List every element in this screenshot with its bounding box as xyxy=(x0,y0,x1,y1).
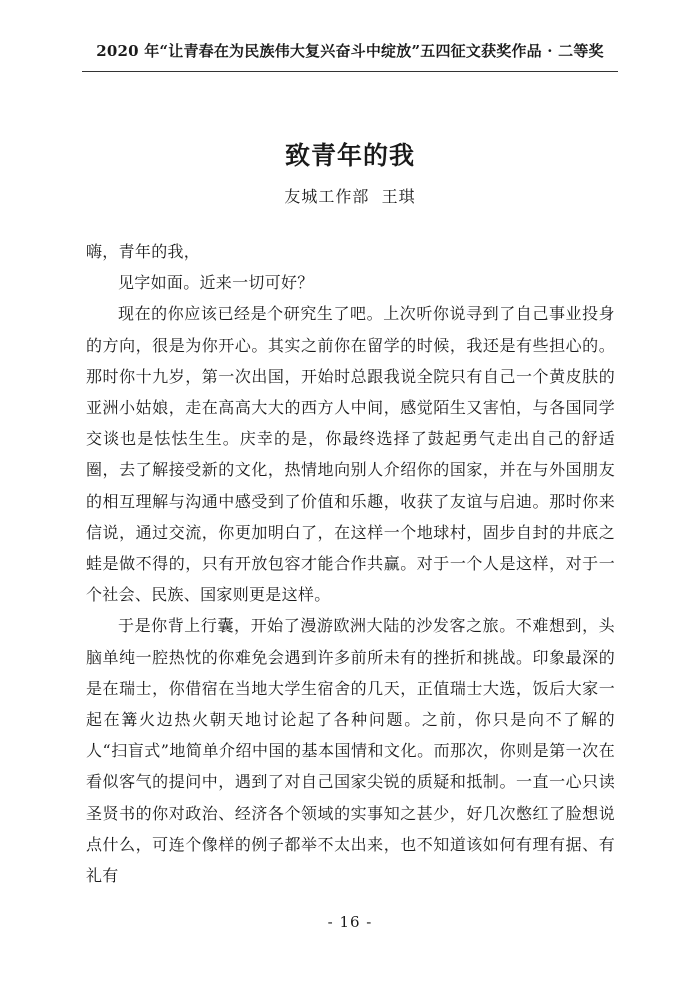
page-number: - 16 - xyxy=(327,913,373,931)
paragraph: 现在的你应该已经是个研究生了吧。上次听你说寻到了自己事业投身的方向，很是为你开心。其实之前你在留学的时候，我还是有些担心的。那时你十九岁，第一次出国，开始时总跟我说全院只有自己一个黄皮肤的亚洲小姑娘，走在高高大大的西方人中间，感觉陌生又害怕，与各国同学交谈也是怯怯生生。庆幸的是，你最终选择了鼓起勇气走出自己的舒适圈，去了解接受新的文化，热情地向别人介绍你的国家，并在与外国朋友的相互理解与沟通中感受到了价值和乐趣，收获了友谊与启迪。那时你来信说，通过交流，你更加明白了，在这样一个地球村，固步自封的井底之蛙是做不得的，只有开放包容才能合作共赢。对于一个人是这样，对于一个社会、民族、国家则更是这样。 xyxy=(86,304,615,605)
paragraph: 于是你背上行囊，开始了漫游欧洲大陆的沙发客之旅。不难想到，头脑单纯一腔热忱的你难免会遇到许多前所未有的挫折和挑战。印象最深的是在瑞士，你借宿在当地大学生宿舍的几天，正值瑞士大选，饭后大家一起在篝火边热火朝天地讨论起了各种问题。之前，你只是向不了解的人“扫盲式”地简单介绍中国的基本国情和文化。而那次，你则是第一次在看似客气的提问中，遇到了对自己国家尖锐的质疑和抵制。一直一心只读圣贤书的你对政治、经济各个领域的实事知之甚少，好几次憋红了脸想说点什么，可连个像样的例子都举不太出来，也不知道该如何有理有据、有礼有 xyxy=(86,616,615,886)
article-byline: 友城工作部 王琪 xyxy=(284,187,416,206)
article-body xyxy=(86,236,615,891)
paragraph: 见字如面。近来一切可好？ xyxy=(118,273,314,293)
article-title: 致青年的我 xyxy=(284,141,415,170)
salutation: 嗨，青年的我， xyxy=(86,242,201,261)
running-header: 2020 年“让青春在为民族伟大复兴奋斗中绽放”五四征文获奖作品 · 二等奖 xyxy=(96,42,604,60)
header-rule xyxy=(82,71,618,72)
